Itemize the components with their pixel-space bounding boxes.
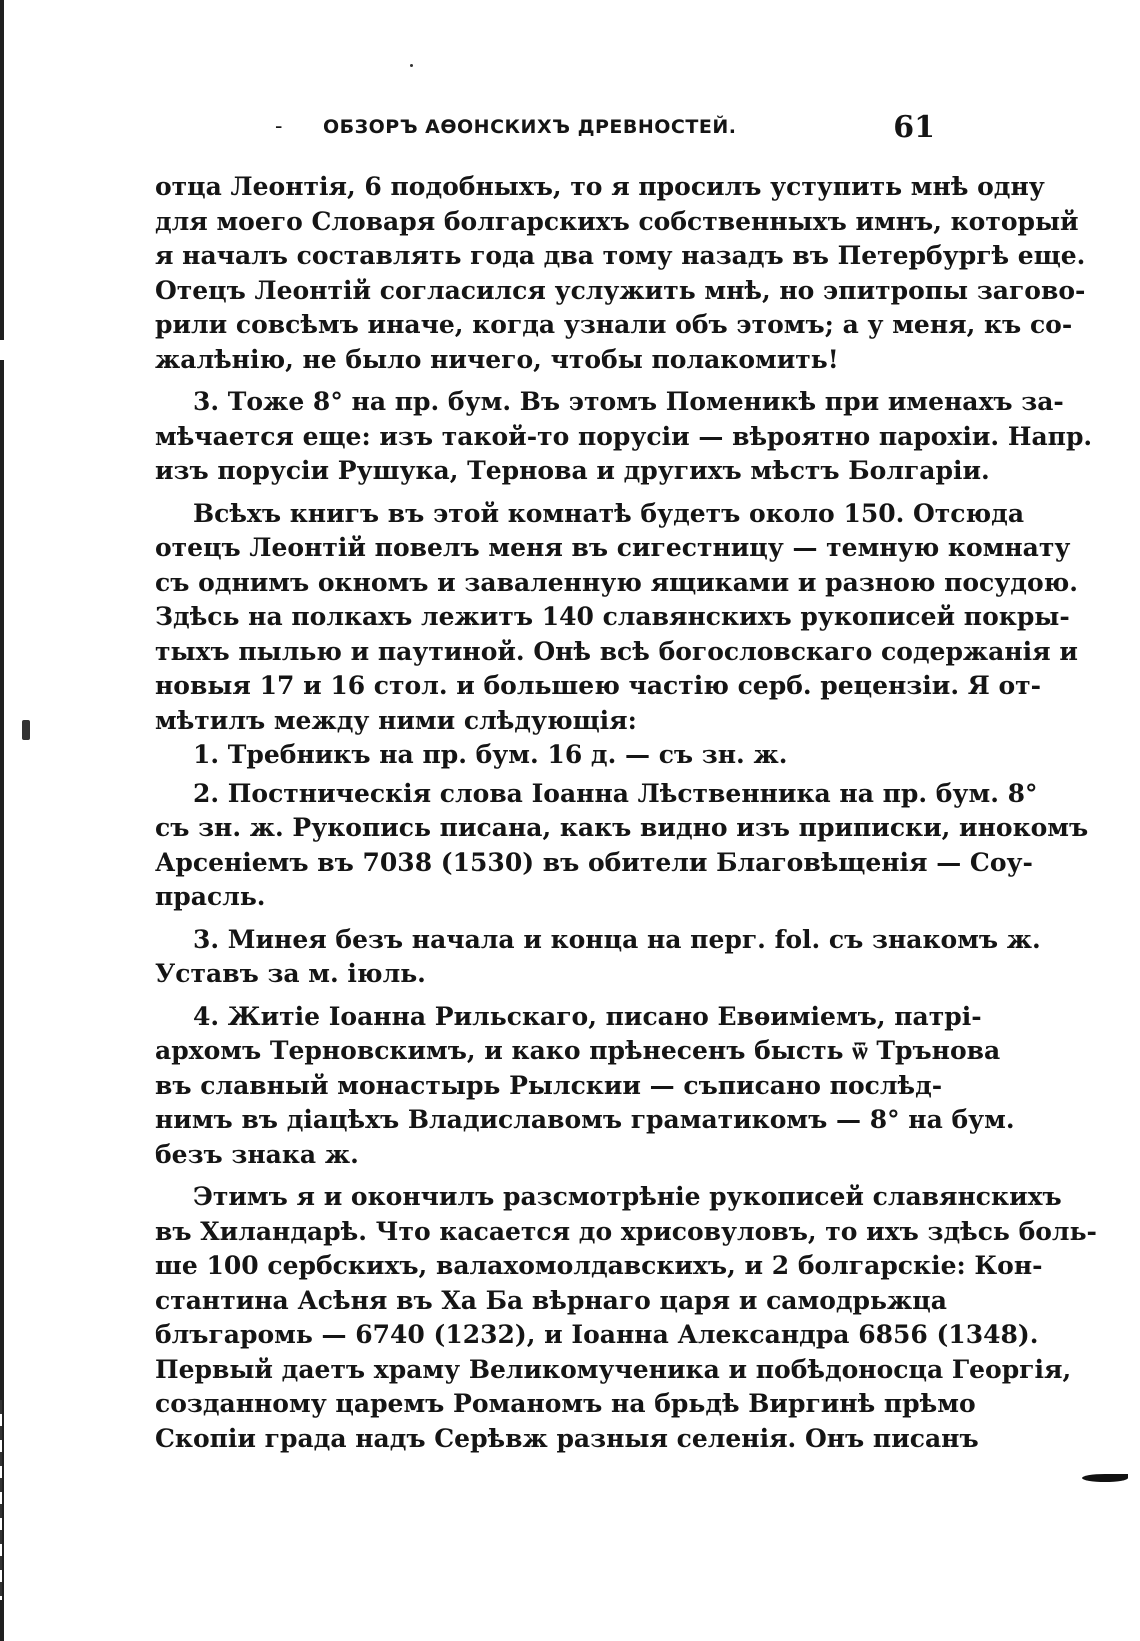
text-line: нимъ въ діацѣхъ Владиславомъ граматикомъ — 8° на бум. [155, 1105, 1015, 1134]
text-line: Здѣсь на полкахъ лежитъ 140 славянскихъ рукописей покры- [155, 602, 1070, 631]
text-line: Отецъ Леонтій согласился услужить мнѣ, но эпитропы загово- [155, 275, 1086, 305]
body-text [155, 170, 1097, 1456]
text-line: рили совсѣмъ иначе, когда узнали объ этомъ; а у меня, къ со- [155, 310, 1073, 339]
text-line: жалѣнію, не было ничего, чтобы полакомить! [155, 344, 839, 374]
text-line: отца Леонтія, 6 подобныхъ, то я просилъ уступить мнѣ одну [155, 172, 1045, 201]
paragraph [155, 385, 1093, 489]
text-line: созданному царемъ Романомъ на брьдѣ Виргинѣ прѣмо [155, 1389, 976, 1418]
paragraph [155, 497, 1078, 739]
text-line: съ однимъ окномъ и заваленную ящиками и разною посудою. [155, 567, 1078, 597]
text-line: въ славный монастырь Рылскии — съписано послѣд- [155, 1070, 943, 1100]
text-line: стантина Асѣня въ Ха Ба вѣрнаго царя и самодрьжца [155, 1285, 947, 1315]
list-item [155, 738, 935, 773]
running-title: ОБЗОРЪ АѲОНСКИХЪ ДРЕВНОСТЕЙ. [323, 116, 737, 138]
text-line: изъ порусіи Рушука, Тернова и другихъ мѣстъ Болгаріи. [155, 456, 990, 485]
text-line: 3. Тоже 8° на пр. бум. Въ этомъ Поменикѣ при именахъ за- [193, 387, 1064, 416]
paragraph [155, 170, 1086, 377]
text-line: безъ знака ж. [155, 1139, 359, 1169]
header-dash: - [275, 114, 283, 139]
page-number: 61 [893, 110, 935, 145]
scan-speck [22, 720, 30, 740]
text-line: въ Хиландарѣ. Что касается до хрисовуловъ, то ихъ здѣсь боль- [155, 1216, 1097, 1246]
text-line: тыхъ пылью и паутиной. Онѣ всѣ богословскаго содержанія и [155, 636, 1078, 666]
text-line: мѣтилъ между ними слѣдующія: [155, 705, 637, 735]
text-line: Всѣхъ книгъ въ этой комнатѣ будетъ около 150. Отсюда [193, 498, 1025, 528]
text-line: блъгаромь — 6740 (1232), и Іоанна Александра 6856 (1348). [155, 1320, 1039, 1349]
text-line: 1. Требникъ на пр. бум. 16 д. — съ зн. ж. [193, 740, 788, 769]
text-line: мѣчается еще: изъ такой-то порусіи — вѣроятно парохіи. Напр. [155, 421, 1093, 451]
text-line: новыя 17 и 16 стол. и большею частію серб. рецензіи. Я от- [155, 671, 1042, 700]
running-header [275, 110, 935, 150]
text-line: 3. Минея безъ начала и конца на перг. fol. съ знакомъ ж. [193, 924, 1041, 954]
scan-edge-dashes [0, 1400, 2, 1600]
text-line: отецъ Леонтій повелъ меня въ сигестницу — темную комнату [155, 533, 1071, 562]
text-line: Уставъ за м. іюль. [155, 959, 426, 988]
scan-edge-gap [0, 340, 8, 360]
scan-left-edge [0, 0, 7, 1641]
list-item [155, 1000, 1015, 1173]
text-line: Этимъ я и окончилъ разсмотрѣніе рукописей славянскихъ [193, 1182, 1062, 1211]
text-line: Скопіи града надъ Серѣвж разныя селенія. Онъ писанъ [155, 1423, 979, 1453]
text-line: архомъ Терновскимъ, и како прѣнесенъ бысть ѿ Трънова [155, 1036, 1001, 1065]
text-line: я началъ составлять года два тому назадъ въ Петербургѣ еще. [155, 241, 1086, 270]
text-line: съ зн. ж. Рукопись писана, какъ видно изъ приписки, инокомъ [155, 813, 1089, 842]
scan-speck [410, 64, 413, 67]
paragraph [155, 1180, 1097, 1456]
list-item [155, 923, 1041, 992]
list-item [155, 777, 1089, 915]
scan-edge-mark [1082, 1474, 1128, 1482]
text-line: 4. Житіе Іоанна Рильскаго, писано Евѳиміемъ, патрі- [193, 1001, 982, 1031]
text-line: для моего Словаря болгарскихъ собственныхъ имнъ, который [155, 206, 1079, 236]
text-line: Арсеніемъ въ 7038 (1530) въ обители Благовѣщенія — Соу- [155, 847, 1033, 877]
text-line: Первый даетъ храму Великомученика и побѣдоносца Георгія, [155, 1354, 1072, 1384]
text-line: ше 100 сербскихъ, валахомолдавскихъ, и 2 болгарскіе: Кон- [155, 1251, 1043, 1280]
text-line: прасль. [155, 882, 266, 911]
text-line: 2. Постническія слова Іоанна Лѣственника на пр. бум. 8° [193, 778, 1038, 808]
